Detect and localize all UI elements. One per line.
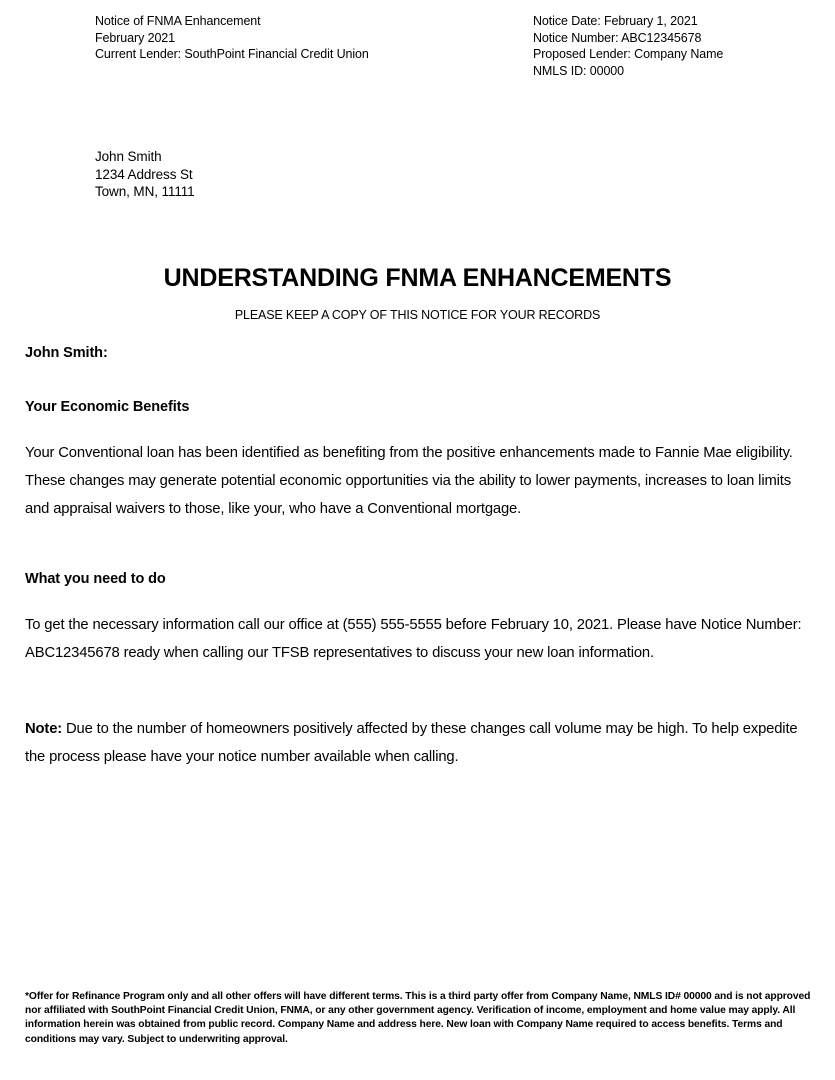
- recipient-street: 1234 Address St: [95, 166, 193, 182]
- note-label: Note:: [25, 721, 63, 737]
- recipient-city-state-zip: Town, MN, 11111: [95, 184, 195, 199]
- header-notice-number: Notice Number: ABC12345678: [533, 30, 702, 45]
- document-body: [25, 345, 815, 771]
- section-body-what-you-need-to-do: To get the necessary information call our office at (555) 555-5555 before February 10, 2021. Please have Notice Number: ABC12345678 ready when calling our TFSB representatives to discuss your new loan information.: [25, 617, 802, 661]
- recipient-name: John Smith: [95, 149, 162, 164]
- header-current-lender: Current Lender: SouthPoint Financial Credit Union: [95, 47, 369, 61]
- note-paragraph: [25, 715, 812, 771]
- header-notice-type: Notice of FNMA Enhancement: [95, 14, 261, 28]
- note-spacer: [25, 693, 815, 715]
- header-proposed-lender: Proposed Lender: Company Name: [533, 47, 724, 61]
- document-header: [0, 13, 835, 83]
- note-text: Due to the number of homeowners positively affected by these changes call volume may be high. To help expedite the process please have your notice number available when calling.: [25, 721, 798, 765]
- header-notice-month: February 2021: [95, 30, 175, 45]
- section-heading-economic-benefits: Your Economic Benefits: [25, 399, 190, 415]
- section-heading-what-you-need-to-do: What you need to do: [25, 571, 166, 587]
- document-subtitle: PLEASE KEEP A COPY OF THIS NOTICE FOR YOUR RECORDS: [234, 308, 601, 322]
- header-notice-date: Notice Date: February 1, 2021: [533, 14, 698, 28]
- section-spacer: [25, 549, 815, 571]
- recipient-address-block: [95, 148, 195, 201]
- header-right-block: [533, 13, 723, 79]
- header-left-block: [95, 13, 369, 63]
- footer-disclaimer: [25, 990, 815, 1047]
- salutation: John Smith:: [25, 345, 108, 361]
- document-title: UNDERSTANDING FNMA ENHANCEMENTS: [163, 264, 672, 292]
- header-nmls-id: NMLS ID: 00000: [533, 63, 625, 78]
- footer-disclaimer-text: *Offer for Refinance Program only and all other offers will have different terms. This is a third party offer from Company Name, NMLS ID# 00000 and is not approved nor affiliated with SouthPoint Financial Credit Union, FNMA, or any other government agency. Verification of income, employment and home value may apply. All information herein was obtained from public record. Company Name and address here. New loan with Company Name required to access benefits. Terms and conditions may vary. Subject to underwriting approval.: [25, 991, 811, 1045]
- section-body-economic-benefits: Your Conventional loan has been identified as benefiting from the positive enhancements made to Fannie Mae eligibility. These changes may generate potential economic opportunities via the ability to lower payments, increases to loan limits and appraisal waivers to those, like your, who have a Conventional mortgage.: [25, 445, 793, 517]
